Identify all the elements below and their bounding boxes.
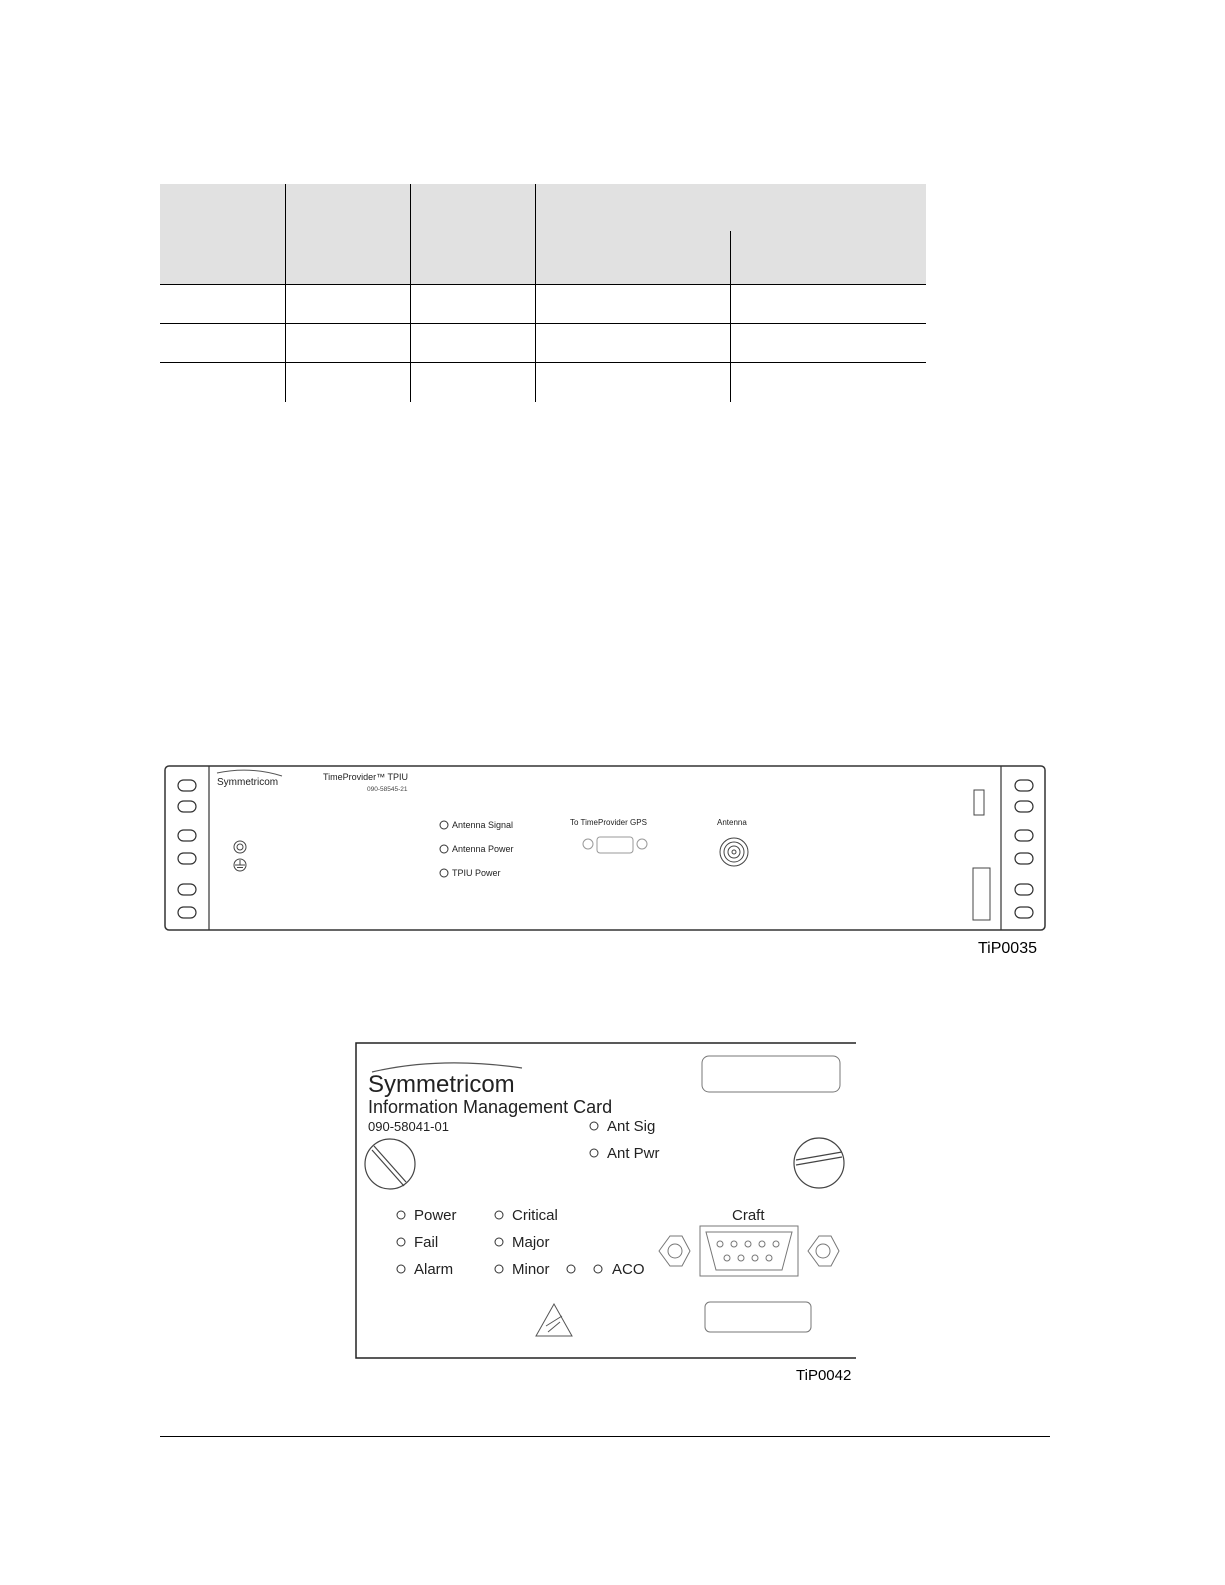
led-indicator-icon bbox=[590, 1149, 598, 1157]
table-row-divider bbox=[160, 362, 926, 363]
panel-outline bbox=[165, 766, 1045, 930]
part-number: 090-58545-21 bbox=[367, 786, 408, 793]
led-label-fail: Fail bbox=[414, 1234, 439, 1251]
footer-rule bbox=[160, 1436, 1050, 1437]
card-name: Information Management Card bbox=[368, 1097, 613, 1117]
led-indicator-icon bbox=[590, 1122, 598, 1130]
led-label-aco: ACO bbox=[612, 1261, 645, 1278]
gps-connector-label: To TimeProvider GPS bbox=[570, 818, 647, 827]
led-indicator-icon bbox=[397, 1238, 405, 1246]
table-row-divider bbox=[160, 323, 926, 324]
table-column-divider bbox=[535, 184, 536, 402]
figure-id-tip0035: TiP0035 bbox=[978, 940, 1037, 957]
figure-id-tip0042: TiP0042 bbox=[796, 1367, 852, 1384]
led-label-critical: Critical bbox=[512, 1207, 558, 1224]
led-label-power: Power bbox=[414, 1207, 457, 1224]
led-indicator-icon bbox=[495, 1211, 503, 1219]
led-label-major: Major bbox=[512, 1234, 550, 1251]
led-label-antenna-power: Antenna Power bbox=[452, 844, 514, 854]
craft-db9-connector-icon bbox=[659, 1226, 839, 1276]
led-indicator-icon bbox=[594, 1265, 602, 1273]
product-name: TimeProvider™ TPIU bbox=[323, 772, 409, 782]
screw-icon bbox=[794, 1138, 844, 1188]
table-header-row bbox=[160, 184, 926, 284]
aco-button-icon bbox=[567, 1265, 575, 1273]
table-column-divider bbox=[410, 184, 411, 402]
screw-icon bbox=[365, 1139, 415, 1189]
top-slot-outline bbox=[702, 1056, 840, 1092]
craft-connector-label: Craft bbox=[732, 1207, 765, 1224]
led-label-minor: Minor bbox=[512, 1261, 550, 1278]
led-indicator-icon bbox=[495, 1238, 503, 1246]
antenna-connector-label: Antenna bbox=[717, 818, 747, 827]
part-number: 090-58041-01 bbox=[368, 1119, 449, 1134]
led-indicator-icon bbox=[397, 1211, 405, 1219]
esd-warning-icon bbox=[536, 1304, 572, 1336]
led-label-ant-sig: Ant Sig bbox=[607, 1118, 656, 1135]
led-label-ant-pwr: Ant Pwr bbox=[607, 1145, 660, 1162]
symmetricom-logo: Symmetricom bbox=[368, 1071, 515, 1098]
table-column-divider bbox=[730, 231, 731, 402]
bottom-slot-outline bbox=[705, 1302, 811, 1332]
led-indicator-icon bbox=[397, 1265, 405, 1273]
table-column-divider bbox=[285, 184, 286, 402]
symmetricom-logo: Symmetricom bbox=[217, 777, 279, 788]
led-label-antenna-signal: Antenna Signal bbox=[452, 820, 514, 830]
led-indicator-icon bbox=[495, 1265, 503, 1273]
table-row-divider bbox=[160, 284, 926, 285]
imc-front-panel-figure bbox=[350, 1036, 860, 1366]
tpiu-front-panel-figure bbox=[160, 760, 1050, 940]
led-label-tpiu-power: TPIU Power bbox=[452, 868, 501, 878]
led-label-alarm: Alarm bbox=[414, 1261, 454, 1278]
